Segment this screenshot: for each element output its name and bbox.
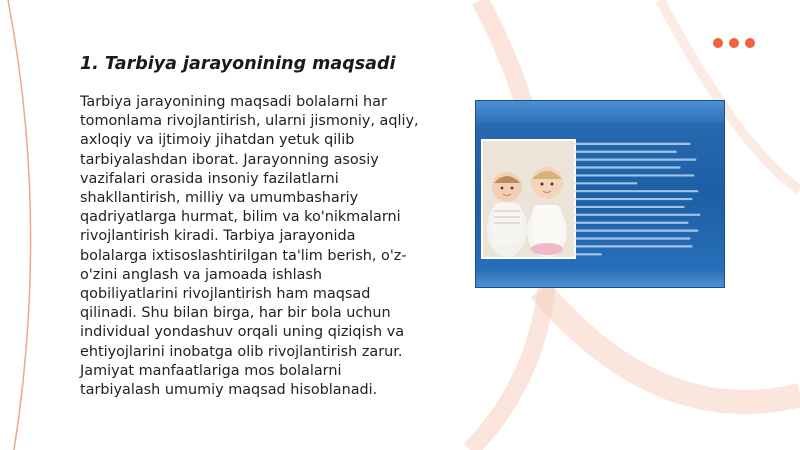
- babies-illustration: [483, 141, 574, 257]
- image-bottom-band: [476, 271, 724, 287]
- slide-title: 1. Tarbiya jarayonining maqsadi: [80, 54, 396, 74]
- left-arc: [8, 0, 31, 450]
- dot: [729, 38, 739, 48]
- dot: [713, 38, 723, 48]
- babies-photo: [481, 139, 576, 259]
- menu-dots-icon[interactable]: [713, 38, 755, 48]
- slide-image: [475, 100, 725, 288]
- slide-body-text: Tarbiya jarayonining maqsadi bolalarni har tomonlama rivojlantirish, ularni jismoniy, aqliy, axloqiy va ijtimoiy jihatdan yetuk qilib tarbiyalashdan iborat. Jarayonning asosiy vazifalari orasida insoniy fazilatlarni shakllantirish, milliy va umumbashariy qadriyatlarga hurmat, bilim va ko'nikmalarni rivojlantirish kiradi. Tarbiya jarayonida bolalarga ixtisoslashtirilgan ta'lim berish, o'z-o'zini anglash va jamoada ishlash qobiliyatlarini rivojlantirish ham maqsad qilinadi. Shu bilan birga, har bir bola uchun individual yondashuv orqali uning qiziqish va ehtiyojlarini inobatga olib rivojlantirish zarur. Jamiyat manfaatlariga mos bolalarni tarbiyalash umumiy maqsad hisoblanadi.: [80, 94, 419, 399]
- image-top-band: [476, 101, 724, 123]
- lower-swoosh: [540, 290, 800, 402]
- dot: [745, 38, 755, 48]
- image-caption-lines: [574, 139, 714, 269]
